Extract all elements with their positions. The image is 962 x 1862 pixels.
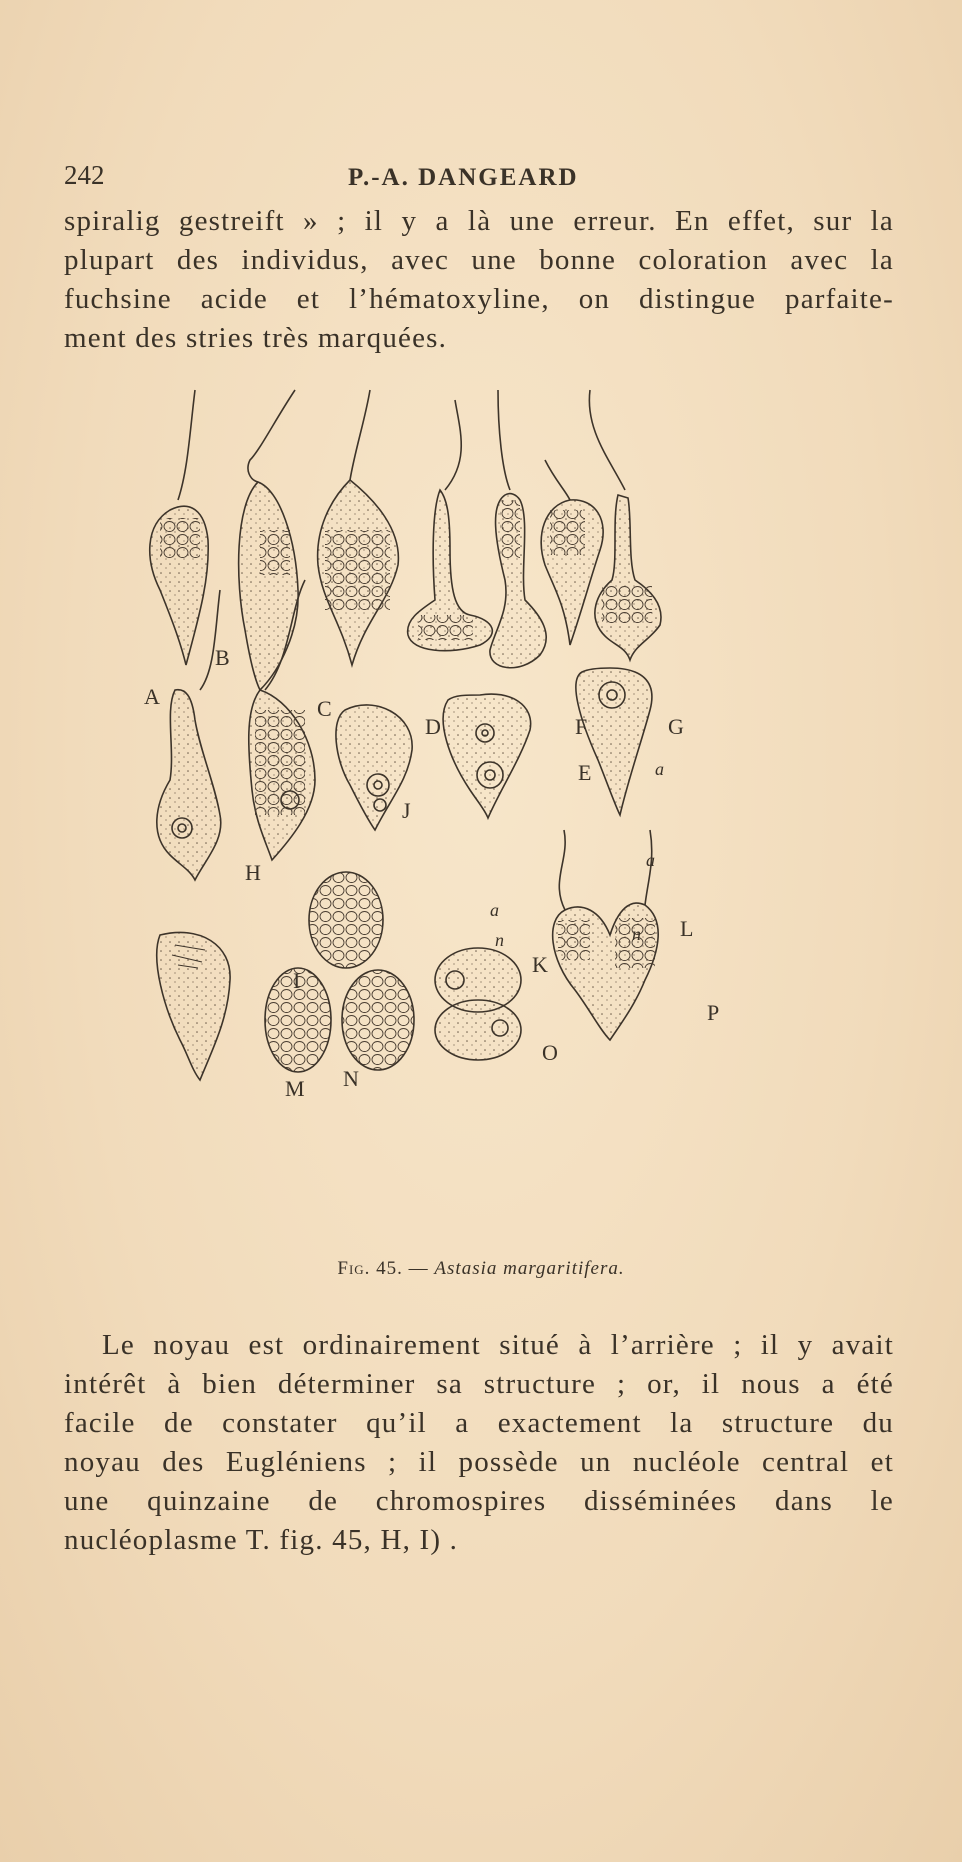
label-h: H: [245, 860, 261, 885]
label-n-k: n: [632, 924, 641, 944]
figure-illustration: [144, 390, 810, 1240]
label-n: N: [343, 1066, 359, 1091]
label-n-j: n: [495, 930, 504, 950]
cell-g: [595, 495, 661, 660]
cell-n3: [342, 970, 414, 1070]
label-a-j: a: [490, 900, 499, 920]
flagellum-f: [545, 460, 570, 500]
caption-species: Astasia margaritifera.: [434, 1258, 625, 1279]
flagellum-p1: [559, 830, 565, 910]
paragraph-1: [64, 202, 894, 358]
paragraph-2: [64, 1326, 894, 1560]
flagellum-d: [445, 400, 461, 490]
label-j: J: [402, 798, 411, 823]
caption-label: Fig. 45. —: [337, 1258, 429, 1279]
text-line: plupart des individus, avec une bonne coloration avec la: [64, 244, 894, 276]
text-line: ment des stries très marquées.: [64, 322, 448, 354]
text-line: intérêt à bien déterminer sa structure ; or, il nous a été: [64, 1368, 894, 1400]
label-a-top: a: [655, 759, 664, 779]
cell-m: [157, 932, 230, 1080]
label-d: D: [425, 714, 441, 739]
cell-j: [336, 705, 412, 830]
label-o: O: [542, 1040, 558, 1065]
flagellum-c: [350, 390, 370, 480]
label-b: B: [215, 645, 230, 670]
label-a: A: [144, 684, 160, 709]
label-g: G: [668, 714, 684, 739]
cell-h: [157, 690, 221, 880]
text-line: spiralig gestreift » ; il y a là une erreur. En effet, sur la: [64, 205, 894, 237]
label-a-k: a: [646, 850, 655, 870]
label-c: C: [317, 696, 332, 721]
running-head: P.-A. DANGEARD: [348, 164, 579, 191]
label-k: K: [532, 952, 548, 977]
label-f: F: [575, 714, 588, 739]
cell-k: [443, 694, 531, 818]
flagellum-a: [178, 390, 195, 500]
text-line: une quinzaine de chromospires disséminées dans le: [64, 1485, 894, 1517]
flagellum-e: [498, 390, 510, 490]
cell-n1: [309, 872, 383, 968]
flagellum-h: [200, 590, 220, 690]
label-i: I: [293, 968, 301, 993]
text-line: Le noyau est ordinairement situé à l’arrière ; il y avait: [102, 1329, 894, 1361]
label-l: L: [680, 916, 694, 941]
label-p: P: [707, 1000, 720, 1025]
flagellum-g: [589, 390, 625, 490]
flagellum-b: [248, 390, 295, 482]
text-line: nucléoplasme T. fig. 45, H, I) .: [64, 1524, 459, 1556]
text-line: facile de constater qu’il a exactement la structure du: [64, 1407, 894, 1439]
text-line: noyau des Eugléniens ; il possède un nucléole central et: [64, 1446, 894, 1478]
figure-caption: [0, 1258, 962, 1280]
label-e: E: [578, 760, 592, 785]
cell-b: [239, 482, 299, 690]
text-line: fuchsine acide et l’hématoxyline, on distingue parfaite-: [64, 283, 894, 315]
page-number: 242: [64, 160, 105, 190]
cell-drawings: [144, 390, 810, 1240]
label-m: M: [285, 1076, 305, 1101]
